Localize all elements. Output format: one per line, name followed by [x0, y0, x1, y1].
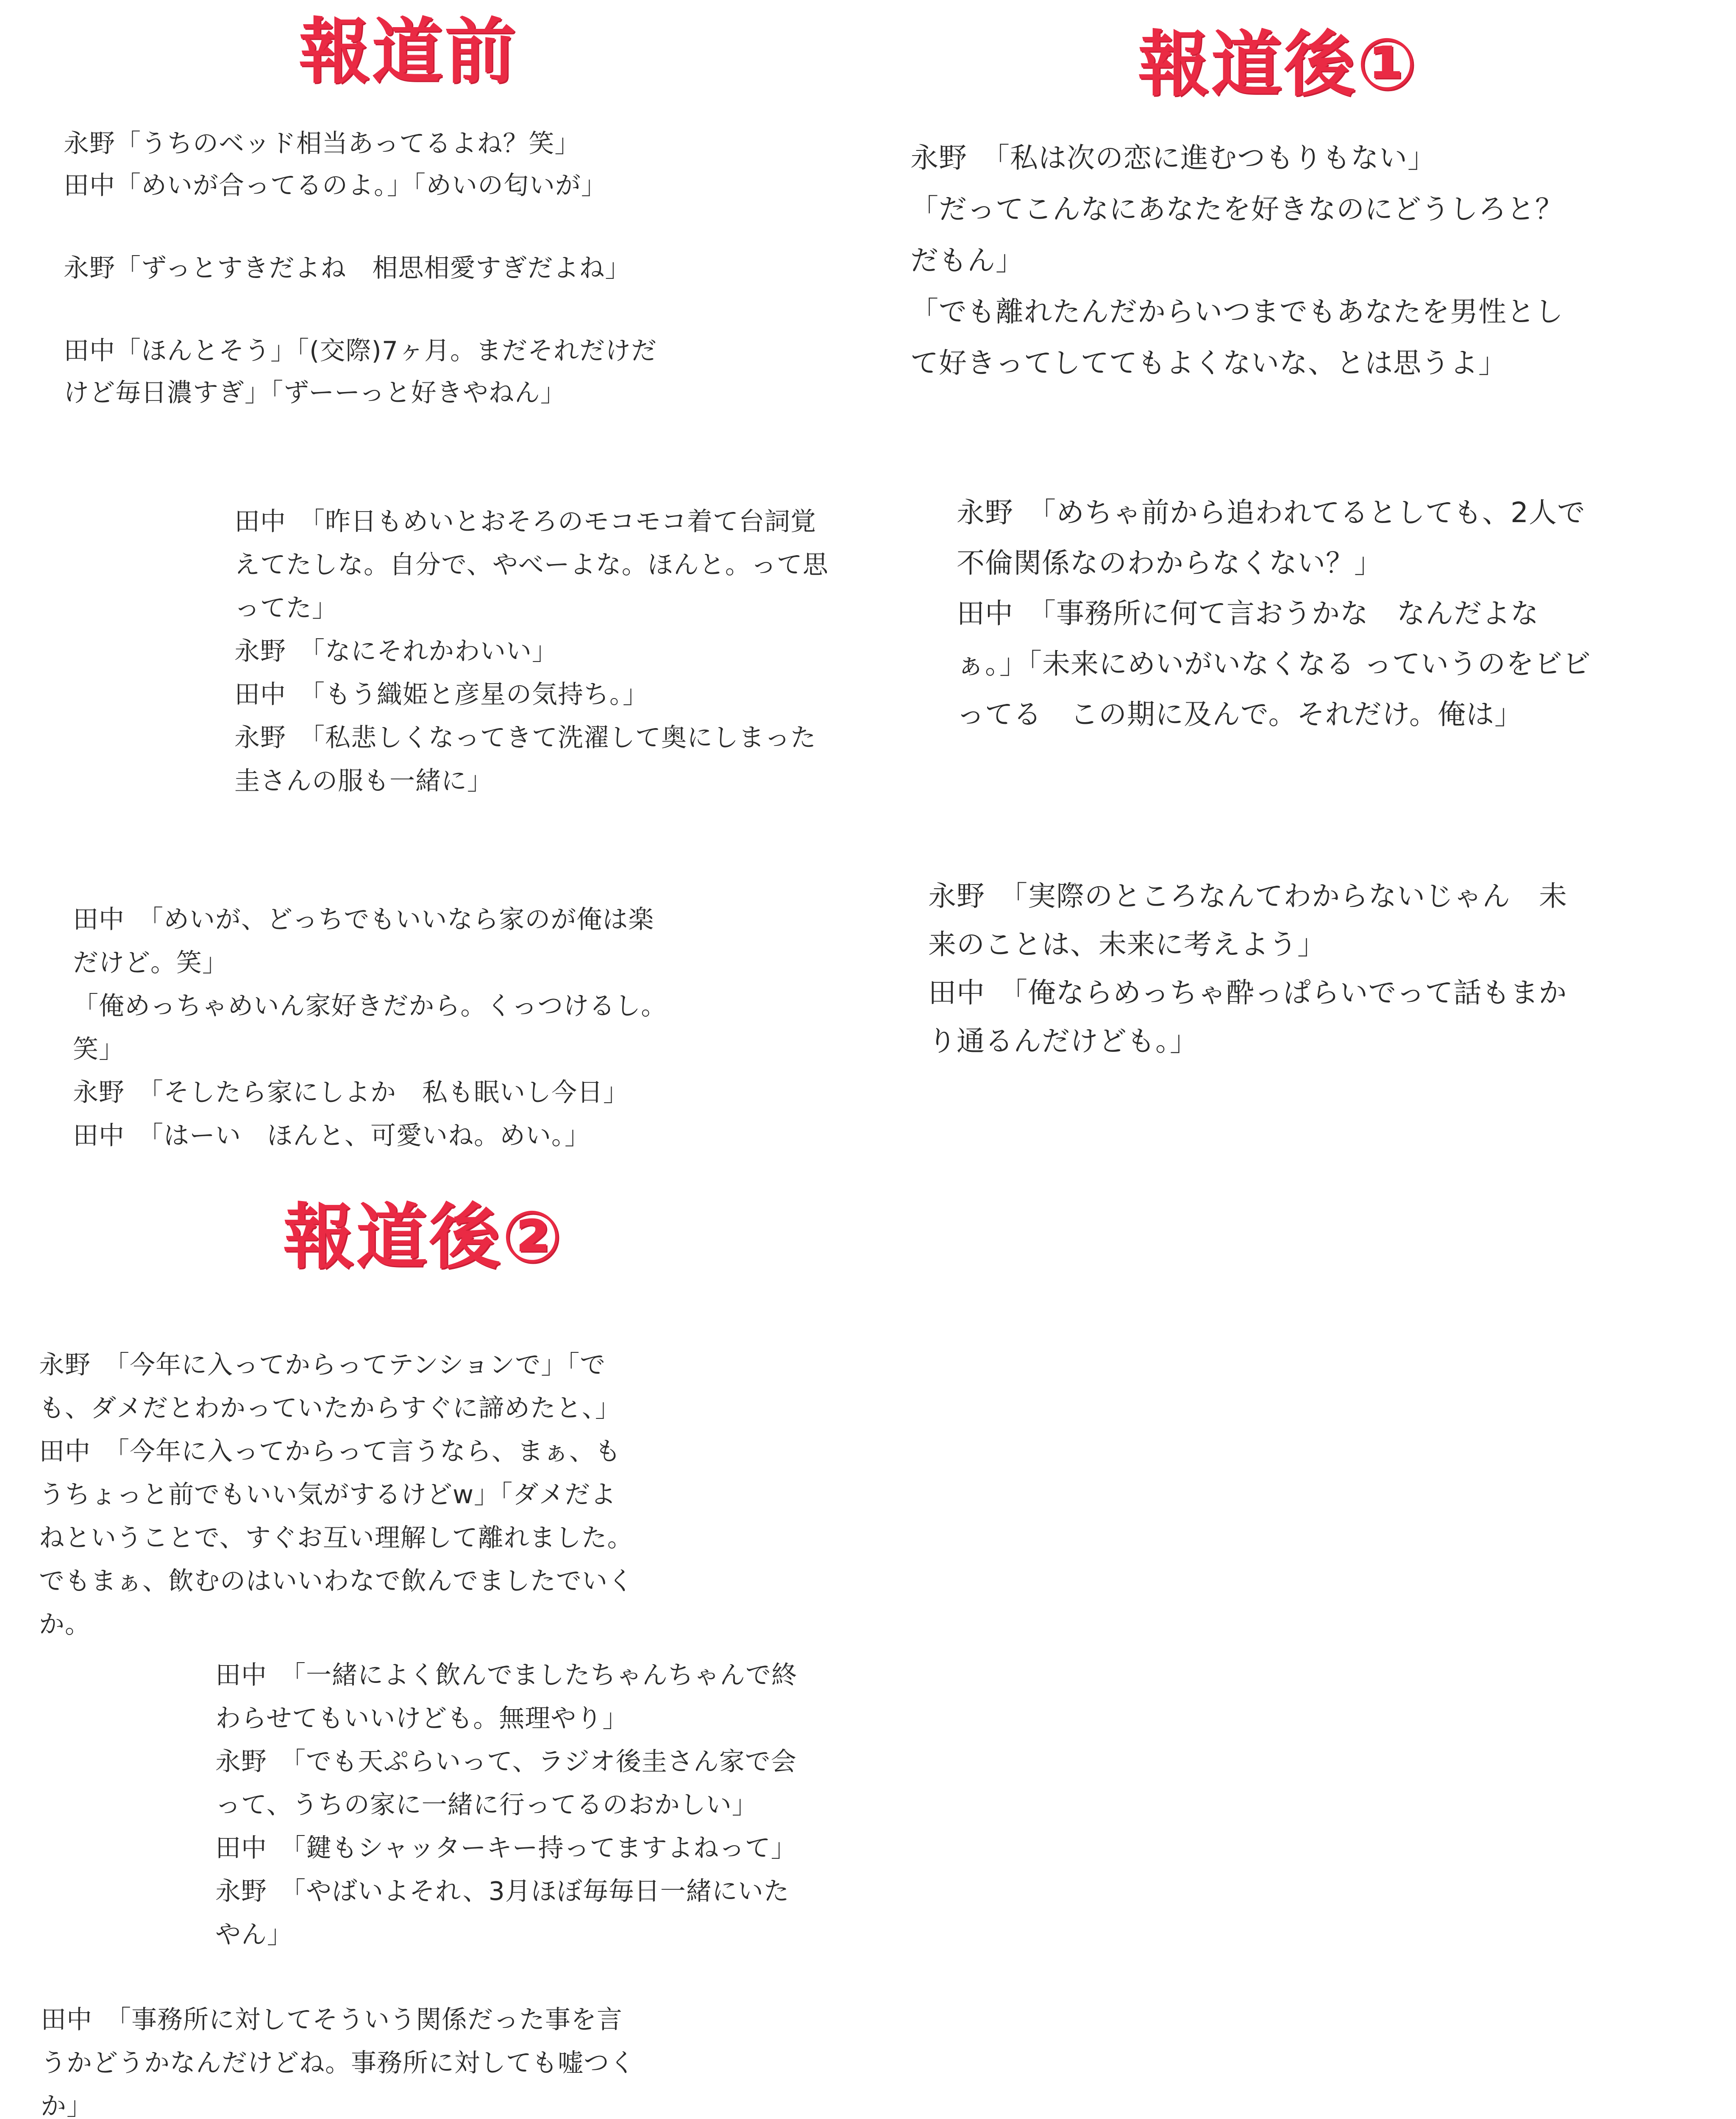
dialogue-line: 田中 「もう織姫と彦星の気持ち。」 — [234, 680, 648, 709]
dialogue-line: 笑」 — [73, 1034, 125, 1064]
dialogue-line: 永野 「やばいよそれ、3月ほぼ毎毎日一緒にいた — [215, 1877, 790, 1906]
before-block-1 — [64, 123, 657, 414]
after1-block-3 — [928, 872, 1567, 1065]
dialogue-line: ねということで、すぐお互い理解して離れました。 — [39, 1523, 633, 1553]
after2-block-2 — [215, 1654, 797, 1956]
dialogue-line: 永野 「実際のところなんてわからないじゃん 未 — [928, 880, 1567, 912]
heading-after-1: 報道後① — [1138, 23, 1419, 106]
dialogue-line: か。 — [39, 1610, 91, 1639]
dialogue-line: うかどうかなんだけどね。事務所に対しても嘘つく — [41, 2048, 635, 2078]
dialogue-line: ってる この期に及んで。それだけ。俺は」 — [957, 698, 1523, 731]
dialogue-line: 田中 「俺ならめっちゃ酔っぱらいでって話もまか — [928, 976, 1567, 1009]
dialogue-line: 永野「ずっとすきだよね 相思相愛すぎだよね」 — [64, 253, 631, 283]
dialogue-line: 田中 「めいが、どっちでもいいなら家のが俺は楽 — [73, 905, 654, 934]
dialogue-line: 田中 「はーい ほんと、可愛いね。めい。」 — [73, 1121, 590, 1151]
dialogue-line: やん」 — [215, 1920, 293, 1949]
paragraph-gap — [64, 289, 657, 330]
dialogue-line: 田中「ほんとそう」「(交際)7ヶ月。まだそれだけだ — [64, 336, 657, 366]
dialogue-line: か」 — [41, 2091, 92, 2119]
after1-block-1 — [910, 132, 1564, 389]
dialogue-line: 田中 「昨日もめいとおそろのモコモコ着て台詞覚 — [234, 507, 816, 537]
after2-block-1 — [39, 1343, 634, 1646]
dialogue-line: 永野 「今年に入ってからってテンションで」「で — [39, 1350, 606, 1380]
dialogue-line: 永野 「そしたら家にしよか 私も眠いし今日」 — [73, 1078, 629, 1107]
dialogue-line: 田中 「今年に入ってからって言うなら、まぁ、も — [39, 1437, 621, 1466]
dialogue-line: 来のことは、未来に考えよう」 — [928, 928, 1326, 961]
dialogue-line: だもん」 — [910, 244, 1024, 277]
after1-block-2 — [957, 487, 1591, 740]
dialogue-line: 「だってこんなにあなたを好きなのにどうしろと？ — [910, 193, 1564, 225]
dialogue-line: けど毎日濃すぎ」「ずーーっと好きやねん」 — [64, 378, 566, 408]
dialogue-line: り通るんだけども。」 — [928, 1025, 1198, 1057]
dialogue-line: ぁ。」「未来にめいがいなくなる っていうのをビビ — [957, 648, 1591, 680]
dialogue-line: って、うちの家に一緒に行ってるのおかしい」 — [215, 1790, 758, 1820]
dialogue-line: でもまぁ、飲むのはいいわなで飲んでましたでいく — [39, 1566, 634, 1596]
dialogue-line: ってた」 — [234, 593, 338, 623]
dialogue-line: 「俺めっちゃめいん家好きだから。くっつけるし。 — [73, 991, 667, 1021]
dialogue-line: わらせてもいいけども。無理やり」 — [215, 1704, 629, 1733]
dialogue-line: だけど。笑」 — [73, 948, 228, 978]
dialogue-line: 田中 「事務所に対してそういう関係だった事を言 — [41, 2005, 623, 2035]
dialogue-line: 永野 「私は次の恋に進むつもりもない」 — [910, 142, 1436, 174]
heading-before: 報道前 — [299, 10, 517, 93]
dialogue-line: て好きってしててもよくないな、とは思うよ」 — [910, 347, 1507, 379]
before-block-3 — [73, 898, 667, 1157]
dialogue-line: 圭さんの服も一緒に」 — [234, 766, 493, 796]
dialogue-line: 永野「うちのベッド相当あってるよね？笑」 — [64, 129, 581, 159]
paragraph-gap — [64, 207, 657, 247]
dialogue-line: うちょっと前でもいい気がするけどw」「ダメだよ — [39, 1480, 617, 1510]
heading-after-2: 報道後② — [283, 1196, 564, 1279]
after2-block-3 — [41, 1998, 635, 2119]
dialogue-line: 田中「めいが合ってるのよ。」「めいの匂いが」 — [64, 171, 607, 200]
dialogue-line: も、ダメだとわかっていたからすぐに諦めたと、」 — [39, 1393, 621, 1423]
dialogue-line: 田中 「事務所に何て言おうかな なんだよな — [957, 597, 1539, 630]
dialogue-line: 永野 「でも天ぷらいって、ラジオ後圭さん家で会 — [215, 1747, 797, 1777]
dialogue-line: 永野 「めちゃ前から追われてるとしても、2人で — [957, 496, 1586, 529]
dialogue-line: 田中 「鍵もシャッターキー持ってますよねって」 — [215, 1833, 797, 1863]
dialogue-line: 永野 「なにそれかわいい」 — [234, 637, 558, 666]
dialogue-line: 永野 「私悲しくなってきて洗濯して奥にしまった — [234, 723, 816, 753]
before-block-2 — [234, 500, 829, 803]
dialogue-line: 田中 「一緒によく飲んでましたちゃんちゃんで終 — [215, 1660, 797, 1690]
dialogue-line: 「でも離れたんだからいつまでもあなたを男性とし — [910, 295, 1564, 328]
dialogue-line: えてたしな。自分で、やべーよな。ほんと。って思 — [234, 550, 829, 580]
dialogue-line: 不倫関係なのわからなくない？」 — [957, 547, 1383, 579]
